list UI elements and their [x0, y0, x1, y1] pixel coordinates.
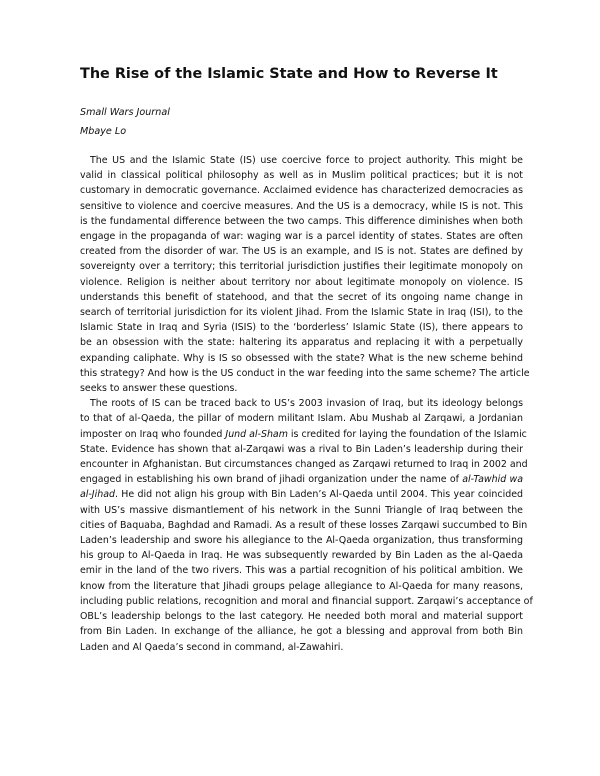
article-body — [80, 153, 533, 655]
paragraph-1-line: engage in the propaganda of war: waging war is a parcel identity of states. States are often — [80, 231, 523, 243]
paragraph-2-line: Laden and Al Qaeda’s second in command, al-Zawahiri. — [80, 641, 344, 653]
paragraph-1-line: The US and the Islamic State (IS) use coercive force to project authority. This might be — [90, 155, 523, 166]
paragraph-1-line: customary in democratic governance. Acclaimed evidence has characterized democracies as — [80, 185, 523, 197]
line-text: imposter on Iraq who founded — [80, 428, 226, 440]
paragraph-2-line — [80, 487, 523, 502]
paragraph-2-line: including public relations, recognition and moral and financial support. Zarqawi’s acceptance of — [80, 595, 533, 607]
paragraph-1-line: search of territorial jurisdiction for its violent Jihad. From the Islamic State in Iraq (ISI), to the — [80, 307, 523, 319]
document-meta — [80, 103, 170, 141]
paragraph-2-line: Laden’s leadership and swore his allegiance to the Al-Qaeda organization, thus transforming — [80, 535, 523, 547]
source-publication: Small Wars Journal — [80, 107, 170, 118]
paragraph-2-line: The roots of IS can be traced back to US’s 2003 invasion of Iraq, but its ideology belongs — [90, 398, 523, 410]
paragraph-1-line: is the fundamental difference between the two camps. This difference diminishes when both — [80, 215, 523, 227]
author-name: Mbaye Lo — [80, 126, 127, 137]
italic-term: Jund al-Sham — [225, 428, 288, 440]
paragraph-2-line: his group to Al-Qaeda in Iraq. He was subsequently rewarded by Bin Laden as the al-Qaeda — [80, 550, 523, 562]
line-text: engaged in establishing his own brand of jihadi organization under the name of — [80, 474, 463, 486]
paragraph-1-line: seeks to answer these questions. — [80, 383, 238, 395]
paragraph-2-line: emir in the land of the two rivers. This was a partial recognition of his political ambition. We — [80, 565, 523, 577]
paragraph-1-line: valid in classical political philosophy as well as in Muslim political practices; but it is not — [80, 170, 523, 182]
paragraph-2-line: know from the literature that Jihadi groups pelage allegiance to Al-Qaeda for many reasons, — [80, 580, 523, 592]
line-text: is credited for laying the foundation of the Islamic — [287, 428, 527, 440]
paragraph-1-line: sensitive to violence and coercive measures. And the US is a democracy, while IS is not. This — [80, 200, 523, 212]
paragraph-2-line: with US’s massive dismantlement of his network in the Sunni Triangle of Iraq between the — [80, 504, 523, 516]
paragraph-1-line: violence. Religion is neither about territory nor about legitimate monopoly on violence. IS — [80, 276, 523, 288]
paragraph-1-line: sovereignty over a territory; this territorial jurisdiction justifies their legitimate monopoly on — [80, 261, 523, 273]
paragraph-1 — [80, 153, 530, 396]
line-text: . He did not align his group with Bin Laden’s Al-Qaeda until 2004. This year coincided — [114, 489, 523, 501]
paragraph-2-line: encounter in Afghanistan. But circumstances changed as Zarqawi returned to Iraq in 2002 and — [80, 459, 528, 471]
paragraph-2-line: cities of Baquaba, Baghdad and Ramadi. As a result of these losses Zarqawi succumbed to Bin — [80, 519, 528, 531]
paragraph-1-line: this strategy? And how is the US conduct in the war feeding into the same scheme? The article — [80, 367, 530, 379]
italic-term: al-Jihad — [80, 489, 115, 501]
paragraph-1-line: understands this benefit of statehood, and that the secret of its ongoing name change in — [80, 291, 523, 303]
paragraph-2 — [80, 396, 533, 654]
paragraph-1-line: expanding caliphate. Why is IS so obsessed with the state? What is the new scheme behind — [80, 352, 523, 364]
paragraph-2-line: OBL’s leadership belongs to the last category. He needed both moral and material support — [80, 611, 523, 623]
paragraph-1-line: Islamic State in Iraq and Syria (ISIS) to the ‘borderless’ Islamic State (IS), there appears to — [80, 322, 523, 334]
paragraph-2-line — [80, 472, 523, 487]
paragraph-1-line: be an obsession with the state: haltering its apparatus and replacing it with a perpetually — [80, 337, 523, 349]
paragraph-2-line — [80, 427, 527, 442]
paragraph-1-line: created from the disorder of war. The US is an example, and IS is not. States are defined by — [80, 246, 523, 258]
paragraph-2-line: to that of al-Qaeda, the pillar of modern militant Islam. Abu Mushab al Zarqawi, a Jordanian — [80, 413, 523, 425]
italic-term: al-Tawhid wa — [462, 474, 523, 486]
paragraph-2-line: State. Evidence has shown that al-Zarqawi was a rival to Bin Laden’s leadership during their — [80, 443, 523, 455]
paragraph-2-line: from Bin Laden. In exchange of the alliance, he got a blessing and approval from both Bin — [80, 626, 523, 638]
document-title: The Rise of the Islamic State and How to Reverse It — [80, 66, 498, 82]
